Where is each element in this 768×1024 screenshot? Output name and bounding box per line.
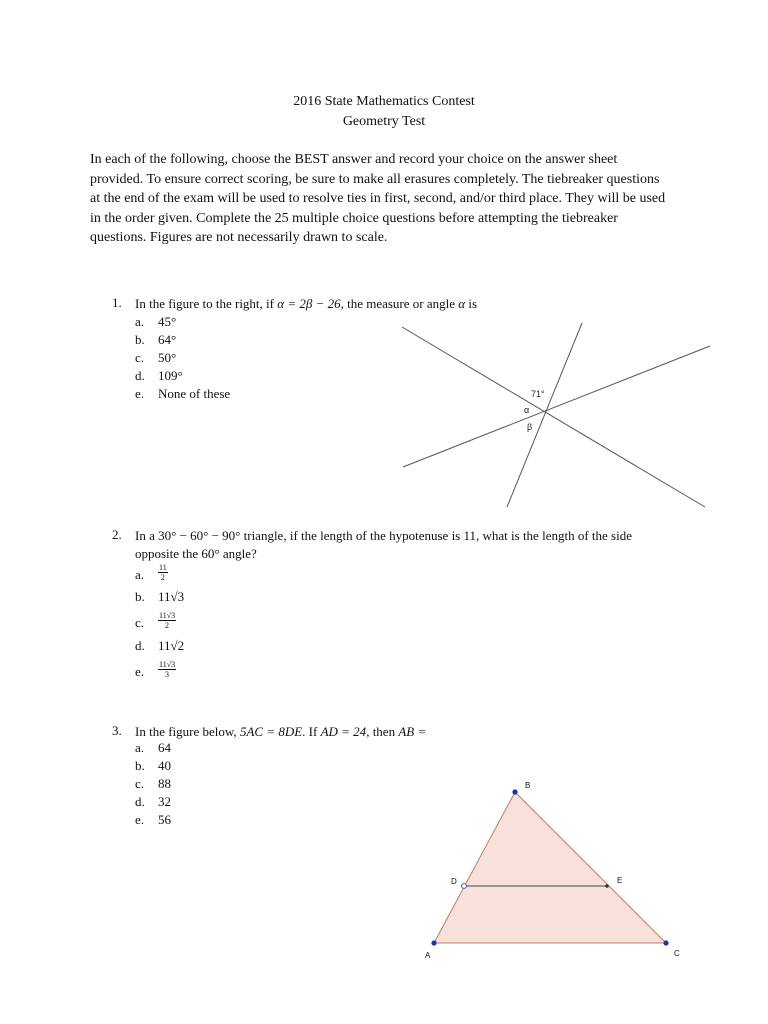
question-3-text: In the figure below, 5AC = 8DE. If AD = 24, then AB = <box>135 724 427 739</box>
alpha-label: α <box>524 405 530 415</box>
question-3-number: 3. <box>112 723 122 738</box>
beta-label: β <box>527 422 533 432</box>
point-c <box>663 940 668 945</box>
document-page: 2016 State Mathematics Contest Geometry Test In each of the following, choose the BEST answer and record your choice on the answer sheet provided. To ensure correct scoring, be sure to make all erasures completely. The tiebreaker questions at the end of the exam will be used to resolve ties in first, second, and/or third place. They will be used in the order given. Complete the 25 multiple choice questions before attempting the tiebreaker questions. Figures are not necessarily drawn to scale. 1. In the figure to the right, if α = 2β − 26, the measure or angle α is a. 45° b. 64° c. 50° d. 109° e. None of these 71° α β 2. In a 30° − 60° − 90° triangle, if the length of the hypotenuse is 11, what is the length of the side opposite the 60° angle? a. $\frac{11}{2}$ b. 11√3 c. $\frac{11√3}{2}$ d. 11√2 e. $\frac{11√3}{3}$ 3. In the figure below, 5AC = 8DE. If AD = 24, then AB = a. 64 b. 40 c. 88 d. 32 e. 56 A B C D E <box>0 0 768 1024</box>
question-2-text-line2: opposite the 60° angle? <box>135 546 257 561</box>
question-1-text: In the figure to the right, if α = 2β − 26, the measure or angle α is <box>135 296 478 311</box>
question-2-text: In a 30° − 60° − 90° triangle, if the length of the hypotenuse is 11, what is the length of the side <box>135 528 632 543</box>
question-1-equation: α = 2β − 26 <box>277 296 341 311</box>
angle-71-label: 71° <box>531 389 545 399</box>
label-b: B <box>525 781 531 790</box>
page-subtitle: Geometry Test <box>342 114 426 129</box>
question-2-angles: 30° − 60° − 90° <box>158 528 241 543</box>
point-e <box>605 884 609 888</box>
question-1-number: 1. <box>112 295 122 310</box>
label-d: D <box>451 877 457 886</box>
question-2-number: 2. <box>112 527 122 542</box>
point-b <box>512 789 517 794</box>
triangle-abc <box>434 792 666 943</box>
point-d <box>462 884 467 889</box>
label-c: C <box>674 949 680 958</box>
instructions-paragraph: In each of the following, choose the BEST answer and record your choice on the answer sheet provided. To ensure correct scoring, be sure to make all erasures completely. The tiebreaker questions at the end of the exam will be used to resolve ties in first, second, and/or third place. They will be used in the order given. Complete the 25 multiple choice questions before attempting the tiebreaker questions. Figures are not necessarily drawn to scale. <box>90 152 666 245</box>
label-e: E <box>617 876 623 885</box>
page-title: 2016 State Mathematics Contest <box>293 94 475 109</box>
label-a: A <box>425 951 431 960</box>
point-a <box>431 940 436 945</box>
